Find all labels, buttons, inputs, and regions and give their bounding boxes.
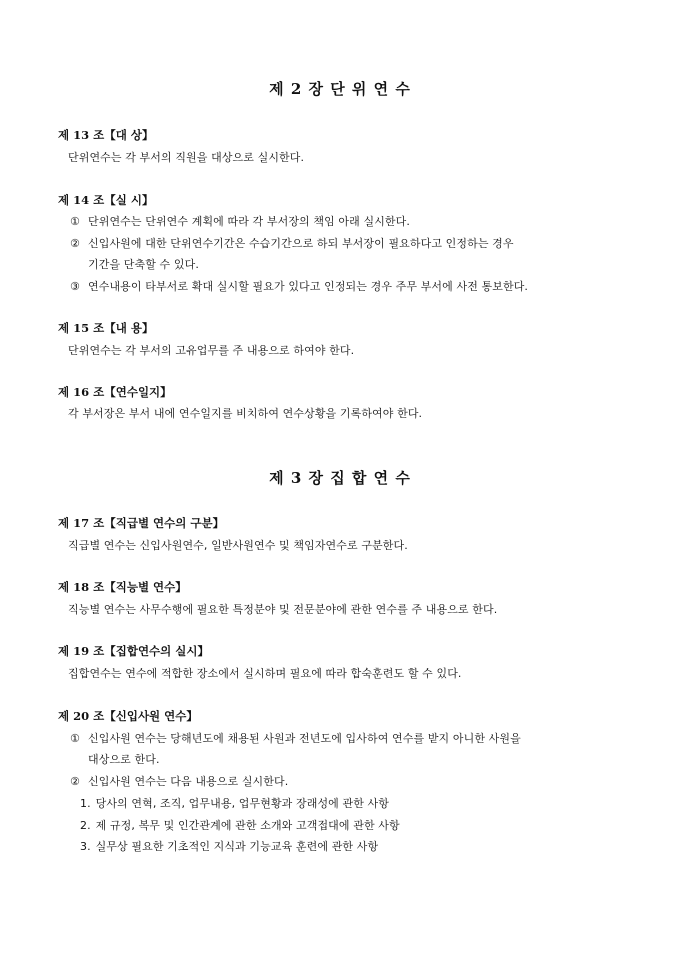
article-16-heading: 제 16 조【연수일지】: [58, 385, 172, 399]
article-20-clause-2: [70, 773, 288, 789]
article-20-subitem-1: [80, 795, 389, 811]
article-19-text: 집합연수는 연수에 적합한 장소에서 실시하며 필요에 따라 합숙훈련도 할 수 있다.: [68, 667, 462, 680]
clause-text: 신입사원 연수는 당해년도에 채용된 사원과 전년도에 입사하여 연수를 받지 아니한 사원을: [88, 732, 521, 745]
article-16-text: 각 부서장은 부서 내에 연수일지를 비치하여 연수상황을 기록하여야 한다.: [68, 407, 423, 420]
clause-text: 연수내용이 타부서로 확대 실시할 필요가 있다고 인정되는 경우 주무 부서에 사전 통보한다.: [88, 280, 529, 293]
clause-mark: ①: [70, 732, 80, 745]
article-14-clause-3: [70, 278, 528, 294]
clause-text: 신입사원에 대한 단위연수기간은 수습기간으로 하되 부서장이 필요하다고 인정하는 경우: [88, 237, 514, 250]
clause-text: 신입사원 연수는 다음 내용으로 실시한다.: [88, 775, 289, 788]
article-13-text: 단위연수는 각 부서의 직원을 대상으로 실시한다.: [68, 151, 305, 164]
article-14-clause-2-continued: 기간을 단축할 수 있다.: [88, 258, 199, 271]
article-20-subitem-2: [80, 817, 400, 833]
article-18-heading: 제 18 조【직능별 연수】: [58, 580, 187, 594]
chapter-3-title: 제 3 장 집 합 연 수: [269, 469, 411, 487]
article-14-clause-1: [70, 213, 410, 229]
subitem-text: 당사의 연혁, 조직, 업무내용, 업무현황과 장래성에 관한 사항: [95, 797, 389, 810]
article-17-text: 직급별 연수는 신입사원연수, 일반사원연수 및 책임자연수로 구분한다.: [68, 539, 408, 552]
article-19-heading: 제 19 조【집합연수의 실시】: [58, 644, 209, 658]
clause-mark: ②: [70, 775, 80, 788]
article-18-text: 직능별 연수는 사무수행에 필요한 특정분야 및 전문분야에 관한 연수를 주 내용으로 한다.: [68, 603, 498, 616]
clause-text: 단위연수는 단위연수 계획에 따라 각 부서장의 책임 아래 실시한다.: [88, 215, 410, 228]
article-13-heading: 제 13 조【대 상】: [58, 128, 154, 142]
article-14-clause-2: [70, 235, 514, 251]
article-15-heading: 제 15 조【내 용】: [58, 321, 154, 335]
chapter-2-title: 제 2 장 단 위 연 수: [269, 80, 411, 98]
clause-mark: ③: [70, 280, 80, 293]
article-14-heading: 제 14 조【실 시】: [58, 193, 154, 207]
clause-mark: ①: [70, 215, 80, 228]
subitem-number: 1.: [80, 797, 91, 810]
article-20-subitem-3: [80, 838, 378, 854]
subitem-text: 실무상 필요한 기초적인 지식과 기능교육 훈련에 관한 사항: [95, 840, 379, 853]
article-20-heading: 제 20 조【신입사원 연수】: [58, 709, 198, 723]
clause-mark: ②: [70, 237, 80, 250]
article-20-clause-1-continued: 대상으로 한다.: [88, 753, 160, 766]
article-17-heading: 제 17 조【직급별 연수의 구분】: [58, 516, 225, 530]
article-15-text: 단위연수는 각 부서의 고유업무를 주 내용으로 하여야 한다.: [68, 344, 355, 357]
subitem-text: 제 규정, 복무 및 인간관계에 관한 소개와 고객접대에 관한 사항: [95, 819, 400, 832]
subitem-number: 2.: [80, 819, 91, 832]
article-20-clause-1: [70, 730, 521, 746]
subitem-number: 3.: [80, 840, 91, 853]
